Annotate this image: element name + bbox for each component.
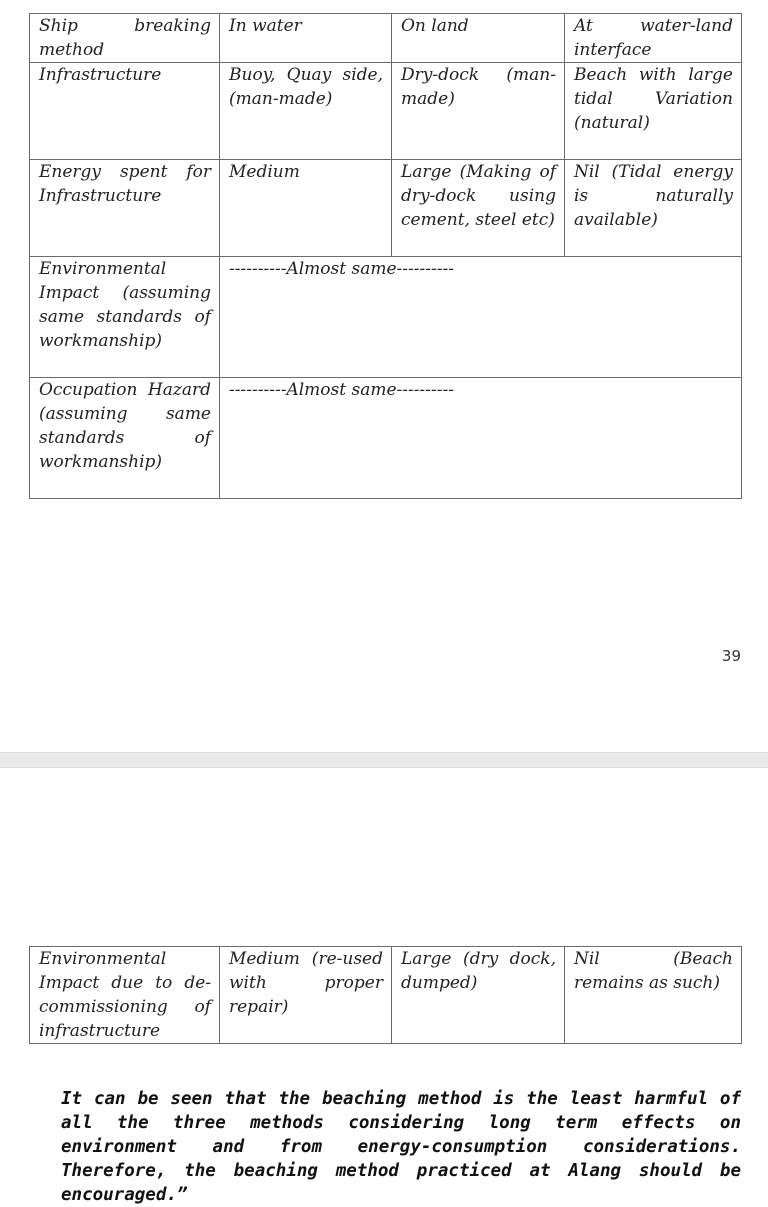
- table-cell: Nil (Tidal energy is naturally available): [565, 160, 742, 257]
- page-number: 39: [721, 647, 741, 665]
- merged-cell: ----------Almost same----------: [220, 257, 742, 378]
- table-cell: Medium: [220, 160, 392, 257]
- page-separator: [0, 752, 768, 768]
- table-row: [30, 160, 742, 257]
- table-header-row: [30, 14, 742, 63]
- conclusion-paragraph: It can be seen that the beaching method is the least harmful of all the three methods considering long term effects on environment and from energy-consumption considerations. Therefore, the beaching method practiced at Alang should be encouraged.”: [61, 1088, 741, 1205]
- table-cell: Large (Making of dry-dock using cement, steel etc): [392, 160, 565, 257]
- decommissioning-table: [29, 946, 742, 1044]
- table-cell: Dry-dock (man-made): [392, 63, 565, 160]
- row-label: Environmental Impact (assuming same standards of workmanship): [30, 257, 220, 378]
- table-row: [30, 378, 742, 499]
- row-label: Infrastructure: [30, 63, 220, 160]
- header-cell-on-land: On land: [392, 14, 565, 63]
- header-cell-interface: At water-land interface: [565, 14, 742, 63]
- header-cell-method: Ship breaking method: [30, 14, 220, 63]
- table-cell: Buoy, Quay side, (man-made): [220, 63, 392, 160]
- merged-cell: ----------Almost same----------: [220, 378, 742, 499]
- table-cell: Nil (Beach remains as such): [565, 947, 742, 1044]
- row-label: Environmental Impact due to de-commissioning of infrastructure: [30, 947, 220, 1044]
- table-row: [30, 257, 742, 378]
- table-cell: Large (dry dock, dumped): [392, 947, 565, 1044]
- comparison-table: [29, 13, 742, 499]
- table-row: [30, 63, 742, 160]
- row-label: Energy spent for Infrastructure: [30, 160, 220, 257]
- table-cell: Medium (re-used with proper repair): [220, 947, 392, 1044]
- table-cell: Beach with large tidal Variation (natural): [565, 63, 742, 160]
- row-label: Occupation Hazard (assuming same standards of workmanship): [30, 378, 220, 499]
- table-row: [30, 947, 742, 1044]
- header-cell-in-water: In water: [220, 14, 392, 63]
